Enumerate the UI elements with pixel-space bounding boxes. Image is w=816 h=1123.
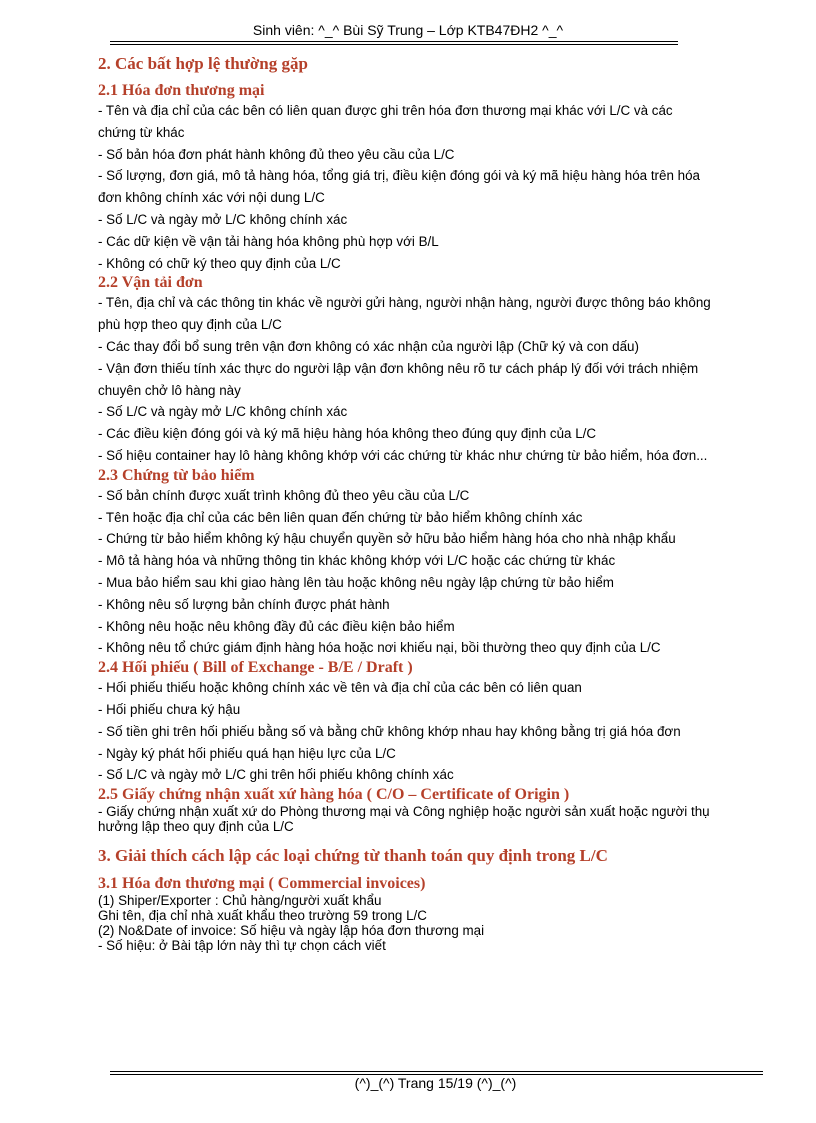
section-2-1-title: 2.1 Hóa đơn thương mại xyxy=(98,82,265,99)
section-2-4-title: 2.4 Hối phiếu ( Bill of Exchange - B/E / Draft ) xyxy=(98,659,413,677)
page-header: Sinh viên: ^_^ Bùi Sỹ Trung – Lớp KTB47ĐH2 ^_^ xyxy=(252,22,564,38)
section-3-1-body xyxy=(98,893,770,953)
text-line: phù hợp theo quy định của L/C xyxy=(98,317,282,333)
section-2-2-body xyxy=(98,292,770,466)
text-line: - Số L/C và ngày mở L/C không chính xác xyxy=(98,211,348,227)
text-line: - Hối phiếu chưa ký hậu xyxy=(98,701,241,717)
text-line: - Các thay đổi bổ sung trên vận đơn không có xác nhận của người lập (Chữ ký và con dấu) xyxy=(98,338,639,354)
text-line: - Ngày ký phát hối phiếu quá hạn hiệu lực của L/C xyxy=(98,745,396,761)
text-line: - Số bản hóa đơn phát hành không đủ theo yêu cầu của L/C xyxy=(98,146,455,162)
section-2-3-title: 2.3 Chứng từ bảo hiểm xyxy=(98,466,255,484)
section-2-3-body xyxy=(98,485,770,659)
text-line: - Số lượng, đơn giá, mô tả hàng hóa, tổng giá trị, điều kiện đóng gói và ký mã hiệu hàng hóa trên hóa xyxy=(98,168,700,184)
section-2-1-body xyxy=(98,100,770,274)
text-line: - Số tiền ghi trên hối phiếu bằng số và bằng chữ không khớp nhau hay không bằng trị giá hóa đơn xyxy=(98,723,681,739)
text-line: - Các dữ kiện về vận tải hàng hóa không phù hợp với B/L xyxy=(98,233,439,249)
section-2-4-body xyxy=(98,677,770,786)
text-line: - Không có chữ ký theo quy định của L/C xyxy=(98,255,341,271)
text-line: - Tên hoặc địa chỉ của các bên liên quan đến chứng từ bảo hiểm không chính xác xyxy=(98,509,583,525)
section-2-title: 2. Các bất hợp lệ thường gặp xyxy=(98,54,308,73)
text-line: - Số L/C và ngày mở L/C ghi trên hối phiếu không chính xác xyxy=(98,767,454,783)
header-rule-bottom xyxy=(110,44,678,45)
text-line: (2) No&Date of invoice: Số hiệu và ngày lập hóa đơn thương mại xyxy=(98,923,485,939)
text-line: - Hối phiếu thiếu hoặc không chính xác về tên và địa chỉ của các bên có liên quan xyxy=(98,680,582,696)
document-body xyxy=(98,52,770,953)
section-3-title: 3. Giải thích cách lập các loại chứng từ thanh toán quy định trong L/C xyxy=(98,846,608,866)
text-line: chuyên chở lô hàng này xyxy=(98,382,241,398)
text-line: - Không nêu số lượng bản chính được phát hành xyxy=(98,596,390,612)
page-footer: (^)_(^) Trang 15/19 (^)_(^) xyxy=(354,1075,517,1091)
section-2-2-title: 2.2 Vận tải đơn xyxy=(98,274,203,292)
text-line: chứng từ khác xyxy=(98,124,185,140)
section-2-5-title: 2.5 Giấy chứng nhận xuất xứ hàng hóa ( C/O – Certificate of Origin ) xyxy=(98,786,570,804)
text-line: - Mua bảo hiểm sau khi giao hàng lên tàu hoặc không nêu ngày lập chứng từ bảo hiểm xyxy=(98,574,614,590)
text-line: - Số L/C và ngày mở L/C không chính xác xyxy=(98,404,348,420)
text-line: đơn không chính xác với nội dung L/C xyxy=(98,190,325,206)
footer-rule-top xyxy=(110,1071,763,1072)
text-line: - Mô tả hàng hóa và những thông tin khác không khớp với L/C hoặc các chứng từ khác xyxy=(98,553,616,569)
text-line: - Vận đơn thiếu tính xác thực do người lập vận đơn không nêu rõ tư cách pháp lý đối với trách nhiệm xyxy=(98,360,699,376)
text-line: (1) Shiper/Exporter : Chủ hàng/người xuất khẩu xyxy=(98,893,382,909)
text-line: - Số bản chính được xuất trình không đủ theo yêu cầu của L/C xyxy=(98,487,470,503)
text-line: - Không nêu hoặc nêu không đầy đủ các điều kiện bảo hiểm xyxy=(98,618,455,634)
text-line: - Chứng từ bảo hiểm không ký hậu chuyển quyền sở hữu bảo hiểm hàng hóa cho nhà nhập khẩu xyxy=(98,531,676,547)
text-line: - Tên và địa chỉ của các bên có liên quan được ghi trên hóa đơn thương mại khác với L/C và các xyxy=(98,103,673,118)
text-line: hưởng lập theo quy định của L/C xyxy=(98,819,294,835)
text-line: - Số hiệu container hay lô hàng không khớp với các chứng từ khác như chứng từ bảo hiểm, hóa đơn... xyxy=(98,447,708,463)
text-line: - Giấy chứng nhận xuất xứ do Phòng thương mại và Công nghiệp hoặc người sản xuất hoặc người thụ xyxy=(98,804,710,820)
text-line: - Số hiệu: ở Bài tập lớn này thì tự chọn cách viết xyxy=(98,938,386,954)
section-3-1-title: 3.1 Hóa đơn thương mại ( Commercial invoices) xyxy=(98,875,426,893)
section-2-5-body xyxy=(98,804,770,834)
text-line: Ghi tên, địa chỉ nhà xuất khẩu theo trường 59 trong L/C xyxy=(98,908,427,924)
text-line: - Không nêu tổ chức giám định hàng hóa hoặc nơi khiếu nại, bồi thường theo quy định của L/C xyxy=(98,640,661,656)
text-line: - Các điều kiện đóng gói và ký mã hiệu hàng hóa không theo đúng quy định của L/C xyxy=(98,426,597,442)
text-line: - Tên, địa chỉ và các thông tin khác về người gửi hàng, người nhận hàng, người được thông báo không xyxy=(98,295,711,311)
header-rule-top xyxy=(110,41,678,42)
